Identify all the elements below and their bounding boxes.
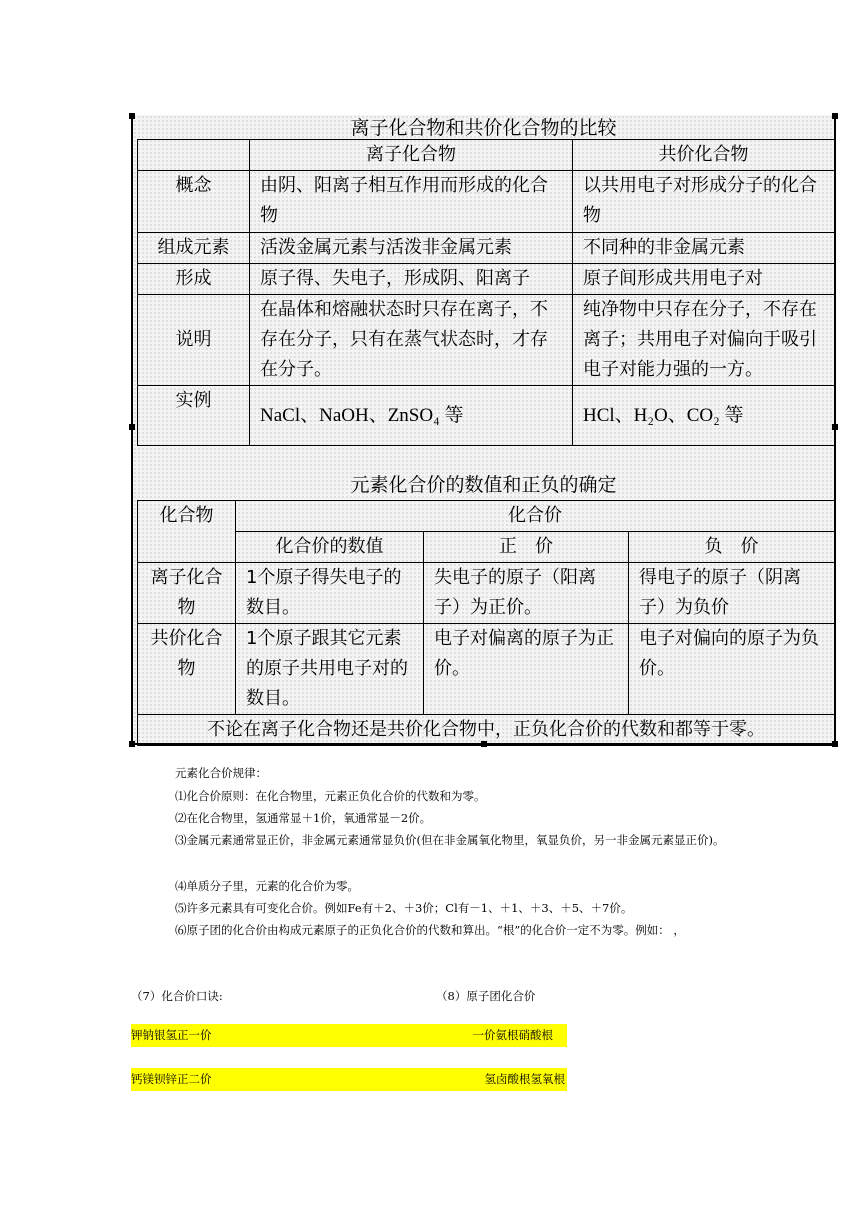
table2-footer: 不论在离子化合物还是共价化合物中，正负化合价的代数和都等于零。 <box>138 715 835 746</box>
table2-title: 元素化合价的数值和正负的确定 <box>350 474 617 496</box>
table1-cell-ionic: NaCl、NaOH、ZnSO₄ 等 <box>250 386 573 446</box>
table1-row-label: 概念 <box>138 171 250 233</box>
table1-cell-covalent: 纯净物中只存在分子，不存在离子；共用电子对偏向于吸引电子对能力强的一方。 <box>573 295 835 386</box>
table2-subheader: 负 价 <box>629 532 835 563</box>
table1-row-label: 说明 <box>138 295 250 386</box>
table2-subheader: 化合价的数值 <box>236 532 424 563</box>
table1-row-label: 实例 <box>138 386 250 446</box>
highlight-line <box>131 1024 567 1047</box>
radical-valence-label: （8）原子团化合价 <box>436 989 536 1003</box>
mnemonic-text: 钙镁钡锌正二价 <box>131 1072 212 1086</box>
table2-corner: 化合物 <box>138 501 236 563</box>
table2-cell-negative: 得电子的原子（阴离子）为负价 <box>629 563 835 624</box>
table1-cell-covalent: 原子间形成共用电子对 <box>573 264 835 295</box>
radical-text: 一价氨根硝酸根 <box>472 1028 553 1042</box>
table1-title: 离子化合物和共价化合物的比较 <box>350 117 617 139</box>
valence-table <box>137 500 835 746</box>
table2-cell-positive: 电子对偏离的原子为正价。 <box>424 624 629 715</box>
rule-item: ⑷单质分子里，元素的化合价为零。 <box>175 879 359 893</box>
table1-cell-covalent: 以共用电子对形成分子的化合物 <box>573 171 835 233</box>
resize-handle[interactable] <box>129 741 135 747</box>
table1-header-covalent: 共价化合物 <box>573 140 835 171</box>
tables-image <box>131 115 836 745</box>
table1-cell-ionic: 活泼金属元素与活泼非金属元素 <box>250 233 573 264</box>
table2-cell-positive: 失电子的原子（阳离子）为正价。 <box>424 563 629 624</box>
highlight-line <box>131 1068 567 1091</box>
rule-item: ⑹原子团的化合价由构成元素原子的正负化合价的代数和算出。“根”的化合价一定不为零。例如： ， <box>175 923 685 937</box>
table1-row-label: 组成元素 <box>138 233 250 264</box>
table1-row-label: 形成 <box>138 264 250 295</box>
table1-cell-ionic: 由阴、阳离子相互作用而形成的化合物 <box>250 171 573 233</box>
table2-cell-value: 1个原子得失电子的数目。 <box>236 563 424 624</box>
table1-header-empty <box>138 140 250 171</box>
rule-item: ⑵在化合物里，氢通常显＋1价，氧通常显－2价。 <box>175 811 432 825</box>
ionic-vs-covalent-table <box>137 139 835 446</box>
mnemonic-label: （7）化合价口诀: <box>131 989 223 1003</box>
table2-subheader: 正 价 <box>424 532 629 563</box>
rule-item: ⑴化合价原则：在化合物里，元素正负化合价的代数和为零。 <box>175 789 486 803</box>
table1-header-ionic: 离子化合物 <box>250 140 573 171</box>
table2-row-label: 共价化合物 <box>138 624 236 715</box>
table1-cell-covalent: HCl、H₂O、CO₂ 等 <box>573 386 835 446</box>
table1-cell-ionic: 在晶体和熔融状态时只存在离子，不存在分子，只有在蒸气状态时，才存在分子。 <box>250 295 573 386</box>
table2-cell-value: 1个原子跟其它元素的原子共用电子对的数目。 <box>236 624 424 715</box>
table2-row-label: 离子化合物 <box>138 563 236 624</box>
table2-group-header: 化合价 <box>236 501 835 532</box>
table1-cell-covalent: 不同种的非金属元素 <box>573 233 835 264</box>
radical-text: 氢卤酸根氢氧根 <box>484 1072 565 1086</box>
table2-cell-negative: 电子对偏向的原子为负价。 <box>629 624 835 715</box>
resize-handle[interactable] <box>129 424 135 430</box>
table1-cell-ionic: 原子得、失电子，形成阴、阳离子 <box>250 264 573 295</box>
rule-item: ⑸许多元素具有可变化合价。例如Fe有＋2、＋3价；Cl有－1、＋1、＋3、＋5、＋7价。 <box>175 901 633 915</box>
rule-item: ⑶金属元素通常显正价，非金属元素通常显负价(但在非金属氧化物里，氧显负价，另一非金属元素显正价)。 <box>175 833 725 847</box>
mnemonic-text: 钾钠银氢正一价 <box>131 1028 212 1042</box>
rules-heading: 元素化合价规律： <box>175 766 267 780</box>
